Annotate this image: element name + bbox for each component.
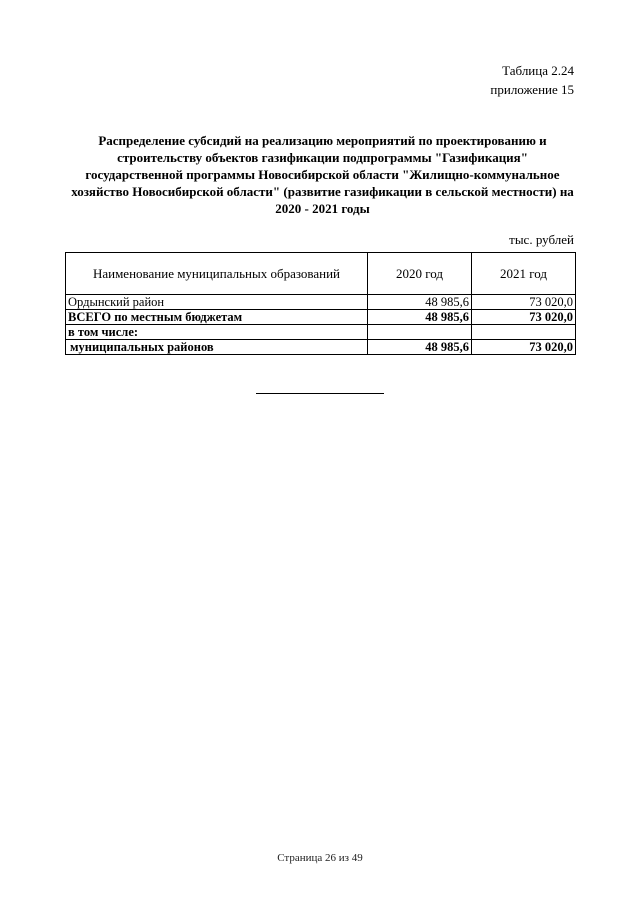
column-header-2020: 2020 год (368, 253, 472, 295)
document-title (60, 132, 585, 217)
value-2021 (472, 325, 576, 340)
column-header-municipality: Наименование муниципальных образований (66, 253, 368, 295)
row-name: в том числе: (66, 325, 368, 340)
table-header-row (66, 253, 576, 295)
column-header-2021: 2021 год (472, 253, 576, 295)
title-line: хозяйство Новосибирской области" (развитие газификации в сельской местности) на (71, 184, 574, 199)
row-name: Ордынский район (66, 295, 368, 310)
value-2020: 48 985,6 (368, 340, 472, 355)
title-line: 2020 - 2021 годы (275, 201, 370, 216)
table-row (66, 295, 576, 310)
table-row-total (66, 310, 576, 325)
table-row-including (66, 325, 576, 340)
value-2021: 73 020,0 (472, 310, 576, 325)
appendix-number: приложение 15 (490, 82, 574, 97)
value-2020: 48 985,6 (368, 295, 472, 310)
page-number: Страница 26 из 49 (277, 852, 363, 864)
units-label: тыс. рублей (509, 232, 574, 247)
table-number: Таблица 2.24 (502, 63, 574, 78)
table-row-districts (66, 340, 576, 355)
title-line: строительству объектов газификации подпрограммы "Газификация" (117, 150, 528, 165)
row-name: муниципальных районов (66, 340, 368, 355)
subsidy-table (65, 252, 576, 355)
separator-line (256, 393, 384, 394)
value-2020: 48 985,6 (368, 310, 472, 325)
value-2020 (368, 325, 472, 340)
title-line: государственной программы Новосибирской области "Жилищно-коммунальное (85, 167, 560, 182)
value-2021: 73 020,0 (472, 340, 576, 355)
row-name: ВСЕГО по местным бюджетам (66, 310, 368, 325)
title-line: Распределение субсидий на реализацию мероприятий по проектированию и (98, 133, 547, 148)
value-2021: 73 020,0 (472, 295, 576, 310)
